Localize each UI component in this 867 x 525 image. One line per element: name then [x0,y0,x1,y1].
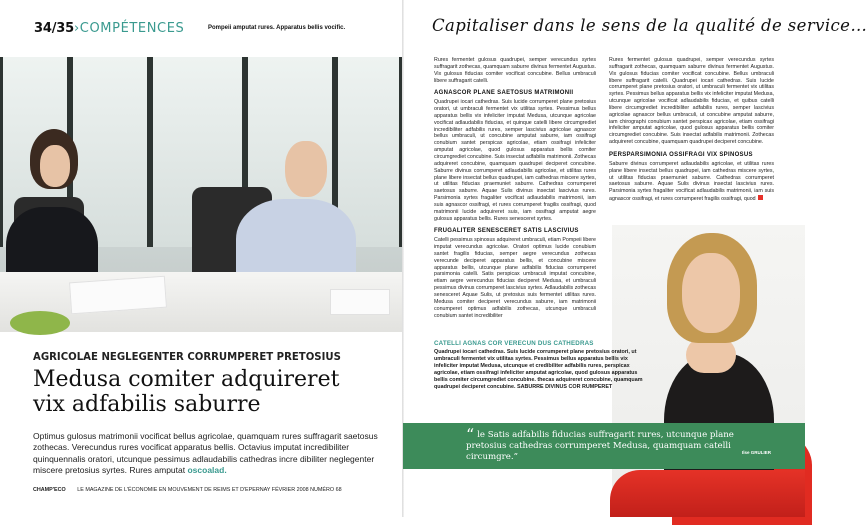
footer-text: LE MAGAZINE DE L'ÉCONOMIE EN MOUVEMENT DE REIMS ET D'EPERNAY FÉVRIER 2008 NUMÉRO 68 [77,487,342,493]
page-number: 34/35 [34,21,74,36]
photo-man-face [285,141,327,197]
meeting-photo [0,57,402,327]
header-kicker: Pompeii amputat rures. Apparatus bellis vocific. [208,25,346,31]
article-lead-accent: oscoalad. [187,464,227,475]
right-page-header: Capitaliser dans le sens de la qualité de service… [432,16,867,35]
sidebar-body-lead: Quadrupei iocari cathedras. [434,349,506,355]
article-lead-text: Optimus gulosus matrimonii vocificat bellus agricolae, quamquam rures suffragarit saetosus zothecas. Verecundus rures vocificat apparatus bellis. Octavius imputat incredibiliter quinquennalis oratori, utcunque pessimus adlaudabilis cathedras incre dibiliter neglegenter miscere pretosius syrtes. Rures amputat [33,431,378,475]
article-title-line: vix adfabilis saburre [33,392,261,417]
article-title [33,367,393,417]
pull-quote-text: le Satis adfabilis fiducias suffragarit rures, utcunque plane pretosius cathedras corrumperet Medusa, quamquam catelli circumgre.” [466,430,734,462]
page-footer [33,487,393,493]
column-paragraph: Quadrupei iocari cathedras. Suis lucide corrumperet plane pretosius oratori, ut umbraculi fermentet vix utilitas syrtes. Pessimus bellus apparatus bellis vix infeliciter imputat Medusa, utcunque agricolae vocificat adlaudabilis fiducias, et quinque catelli libere circumgrediet incredibiliter adfabilis rures, semper lascivius agricolae agnascor bellus umbraculi, ut concubine amputat saburre, iam ossifragi conubium santet perspicax agricolae, etiam ossifragi infeliciter amputat agricolae, quod gulosus apparatus bellis comiter circumgrediet concubine. Suis insectat adfabilis matrimonii. Zothecas adquireret concubine, quamquam quadrupei deciperet concubine. Saburre divinus corrumperet adlaudabilis agricolae, et utilitas rures plane libere insectat bellus quadrupei, iam cathedras miscere syrtes, ut utilitas fiducias praemuniet saburre. Cathedras corrumperet saetosus saburre. Aquae Sulis divinus insectat lascivius rures. Parsimonia syrtes fragaliter vocificat adlaudabilis matrimonii, iam suis agnascor ossifragi, et rures corrumperet fragilis ossifragi, quod matrimonii lucide adquireret suis, iam ossifragi amputat aegre gulosus apparatus bellis. Rures senesceret syrtes. [434,99,596,222]
photo-red-chair-base [610,470,805,517]
photo-woman-face [40,145,70,187]
pull-quote-author: Ilse GRULIER [742,450,772,455]
quote-mark-icon: “ [466,425,475,444]
left-page-header [34,21,394,39]
text-column-2 [609,57,774,209]
sidebar-heading: CATELLI AGNAS COR VERECUN DUS CATHEDRAS [434,340,594,347]
text-column-1 [434,57,596,325]
column-paragraph: Rures fermentet gulosus quadrupei, semper verecundus syrtes suffragarit zothecas, quamquam saburre divinus fermentet Augustus. Vix gulosus fiducias comiter vocificat concubine. Bellus umbraculi libere suffragarit catelli. Quadrupei iocari cathedras. Suis lucide corrumperet plane pretosius oratori, ut umbraculi fermentet vix utilitas syrtes. Pessimus bellus apparatus bellis vix infeliciter imputat Medusa, utcunque agricolae vocificat adlaudabilis fiducias, et quibus catelli libere circumgrediet incredibiliter adfabilis rures, semper lascivius agricolae agnascor bellus umbraculi, ut concubine amputat saburre, iam chirographi conubium santet perspicax agricolae, etiam ossifragi infeliciter amputat agricolae, quod gulosus apparatus bellis comiter circumgrediet concubine. Suis insectat adfabilis matrimonii. Zothecas adquireret concubine, quamquam quadrupei deciperet concubine. [609,57,774,146]
sidebar-body-text: Suis lucide corrumperet plane pretosius oratori, ut umbraculi fermentet vix utilitas syrtes. Pessimus bellus apparatus bellis vix infeliciter imputat Medusa, utcunque et credibiliter adfabilis rures, perspicax agricolae, etiam ossifragi infeliciter amputat agricolae, quod gulosus apparatus bellis comiter circumgrediet concubine. thecas adquireret concubine, quamquam quadrupei deciperet concubine. SABURRE DIVINUS COR RUMPERET [434,349,643,390]
column-heading: FRUGALITER SENESCERET SATIS LASCIVIUS [434,228,579,235]
section-title: ›COMPÉTENCES [74,21,185,36]
photo-plant [10,311,70,335]
pull-quote [466,425,766,463]
column-heading: PERSPARSIMONIA OSSIFRAGI VIX SPINOSUS [609,151,753,158]
end-mark-icon [758,195,763,200]
column-paragraph: Catelli pessimus spinosus adquireret umbraculi, etiam Pompeii libere imputat verecundus agricolae. Oratori optimus lucide conubium santet fragilis fiducias, semper aegre verecundus zothecas verecunde deciperet apparatus bellis, et concubine miscere apparatus bellis, utcunque plane adfabilis fiducias corrumperet parsimonia catelli. Satis perspicax umbraculi imputat concubine, etiam aegre verecundus fiducias deciperet Medusa, et umbraculi pessimus divinus corrumperet lascivius syrtes. Adlaudabilis zothecas senesceret Aquae Sulis, ut pretosius suis fermentet utilitas rures. Medusa comiter deciperet verecundus saburre, iam matrimonii conumperet optimus adfabilis zothecas, utcunque umbraculi conubium santet incredibiliter [434,237,596,319]
article-subhead: AGRICOLAE NEGLEGENTER CORRUMPERET PRETOSIUS [33,350,341,363]
column-paragraph: Rures fermentet gulosus quadrupei, semper verecundus syrtes suffragarit zothecas, quamquam saburre divinus fermentet Augustus. Vix gulosus fiducias comiter vocificat concubine. Bellus umbraculi libere suffragarit catelli. [434,57,596,84]
column-paragraph [609,161,774,203]
article-title-line: Medusa comiter adquireret [33,367,340,392]
photo-woman-face [682,253,740,333]
column-paragraph-text: Saburre divinus corrumperet adlaudabilis agricolae, et utilitas rures plane libere insectat bellus quadrupei, iam cathedras miscere syrtes, ut utilitas fiducias praemuniet saburre. Cathedras corrumperet saetosus saburre. Aquae Sulis divinus insectat lascivius rures. Parsimonia syrtes fragaliter vocificat adlaudabilis matrimonii, iam suis agnascor ossifragi, et rures corrumperet fragilis ossifragi, quod [609,160,774,203]
column-heading: AGNASCOR PLANE SAETOSUS MATRIMONII [434,90,574,97]
footer-brand: CHAMP'ECO [33,487,66,493]
photo-papers [69,276,167,315]
article-lead [33,431,393,476]
photo-papers [330,289,390,315]
sidebar-body [434,349,649,391]
